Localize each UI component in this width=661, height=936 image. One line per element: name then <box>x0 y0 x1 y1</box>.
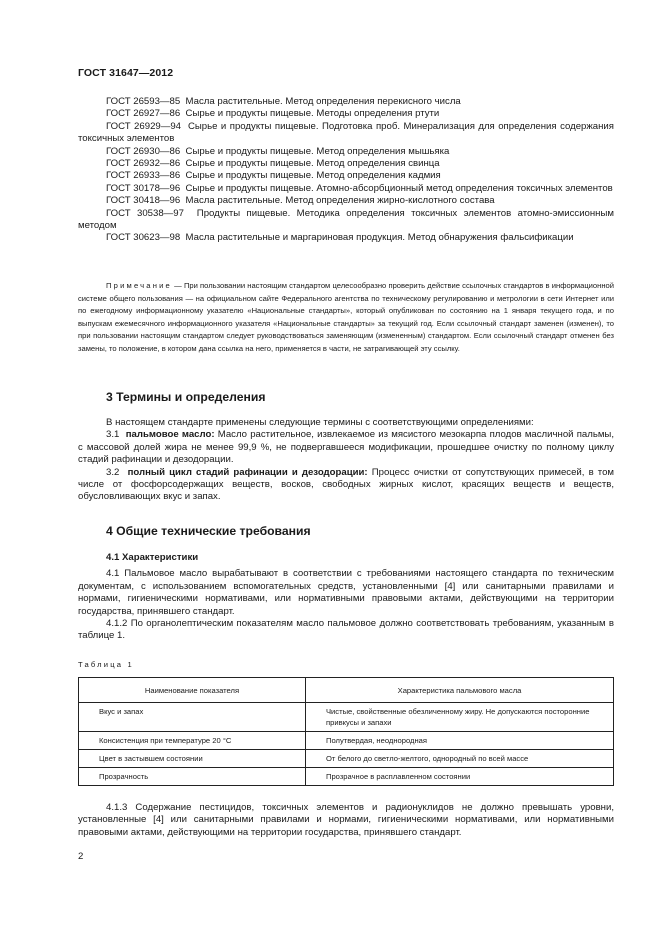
page-number: 2 <box>78 851 84 862</box>
table-row <box>79 750 614 768</box>
section-3-title: 3 Термины и определения <box>106 390 266 404</box>
reference-item: ГОСТ 26930—86 Сырье и продукты пищевые. Метод определения мышьяка <box>106 145 450 157</box>
table-caption: Таблица 1 <box>78 660 134 669</box>
reference-item: ГОСТ 30623—98 Масла растительные и маргариновая продукция. Метод обнаружения фальсификации <box>106 232 574 244</box>
term-name: полный цикл стадий рафинации и дезодорации: <box>127 466 368 478</box>
table-1 <box>78 677 614 786</box>
section-4-tail <box>78 802 614 839</box>
table-header-row <box>79 678 614 703</box>
normative-references <box>78 96 614 245</box>
note-paragraph <box>78 280 614 355</box>
table-cell: Консистенция при температуре 20 °С <box>79 732 306 750</box>
table-row <box>79 703 614 732</box>
note-label: Примечание <box>106 281 172 290</box>
column-header: Характеристика пальмового масла <box>306 678 614 703</box>
paragraph-4-1-1: 4.1 Пальмовое масло вырабатывают в соответствии с требованиями настоящего стандарта по техническим документам, с использованием вспомогательных средств, установленными [4] или санитарными правилами и нормами, гигиеническими нормативами, или нормативными правовыми актами, действующими на территории государства, принявшего стандарт. <box>78 568 614 617</box>
table-cell: Вкус и запах <box>79 703 306 732</box>
section-3-body <box>78 417 614 504</box>
table-row <box>79 768 614 786</box>
reference-item: ГОСТ 30418—96 Масла растительные. Метод определения жирно-кислотного состава <box>106 195 495 207</box>
paragraph-4-1-3: 4.1.3 Содержание пестицидов, токсичных элементов и радионуклидов не должно превышать уровни, установленные [4] или санитарными правилами и нормами, гигиеническими нормативами, или нормативными правовыми актами, действующими на территории государства, принявшего стандарт. <box>78 802 614 838</box>
reference-item: ГОСТ 26932—86 Сырье и продукты пищевые. Метод определения свинца <box>106 158 440 170</box>
table-row <box>79 732 614 750</box>
section-4-title: 4 Общие технические требования <box>106 524 311 538</box>
paragraph-4-1-2: 4.1.2 По органолептическим показателям масло пальмовое должно соответствовать требованиям, указанным в таблице 1. <box>78 618 614 642</box>
table-cell: Прозрачное в расплавленном состоянии <box>306 768 614 786</box>
table-cell: Прозрачность <box>79 768 306 786</box>
reference-item: ГОСТ 26933—86 Сырье и продукты пищевые. Метод определения кадмия <box>106 170 441 182</box>
table-cell: Чистые, свойственные обезличенному жиру. Не допускаются посторонние привкусы и запахи <box>306 703 614 732</box>
section-4-body <box>78 552 614 643</box>
document-header: ГОСТ 31647—2012 <box>78 67 174 79</box>
section-3-intro: В настоящем стандарте применены следующие термины с соответствующими определениями: <box>106 417 534 428</box>
term-name: пальмовое масло: <box>125 429 215 441</box>
note-text: — При пользовании настоящим стандартом целесообразно проверить действие ссылочных стандартов в информационной системе общего пользования — на официальном сайте Федерального агентства по техническому регулированию и метрологии в сети Интернет или по ежегодному информационному указателю «Национальные стандарты», который опубликован по состоянию на 1 января текущего года, и по выпускам ежемесячного информационного указателя «Национальные стандарты» за текущий год. Если ссылочный стандарт заменен (изменен), то при пользовании настоящим стандартом следует руководствоваться заменяющим (измененным) стандартом. Если ссылочный стандарт отменен без замены, то положение, в котором дана ссылка на него, применяется в части, не затрагивающей эту ссылку. <box>78 281 614 353</box>
reference-item: ГОСТ 26927—86 Сырье и продукты пищевые. Методы определения ртути <box>106 108 440 120</box>
reference-item: ГОСТ 30538—97 Продукты пищевые. Методика определения токсичных элементов атомно-эмиссионным методом <box>78 207 614 232</box>
reference-item: ГОСТ 26929—94 Сырье и продукты пищевые. Подготовка проб. Минерализация для определения содержания токсичных элементов <box>78 120 614 145</box>
term-definition: 3.2 полный цикл стадий рафинации и дезодорации: Процесс очистки от сопутствующих примесей, в том числе от фосфорсодержащих веществ, восков, свободных жирных кислот, красящих веществ и веществ, обусловливающих вкус и запах. <box>78 466 614 503</box>
table-cell: Полутвердая, неоднородная <box>306 732 614 750</box>
term-definition: 3.1 пальмовое масло: Масло растительное, извлекаемое из мясистого мезокарпа плодов масличной пальмы, с массовой долей жира не менее 99,9 %, не подвергавшееся модификации, прошедшее очистку по полному циклу стадий рафинации и дезодорации. <box>78 429 614 466</box>
reference-item: ГОСТ 30178—96 Сырье и продукты пищевые. Атомно-абсорбционный метод определения токсичных элементов <box>106 182 613 194</box>
table-cell: Цвет в застывшем состоянии <box>79 750 306 768</box>
reference-item: ГОСТ 26593—85 Масла растительные. Метод определения перекисного числа <box>106 96 461 107</box>
column-header: Наименование показателя <box>79 678 306 703</box>
subsection-4-1-title: 4.1 Характеристики <box>106 552 199 563</box>
table-cell: От белого до светло-желтого, однородный по всей массе <box>306 750 614 768</box>
